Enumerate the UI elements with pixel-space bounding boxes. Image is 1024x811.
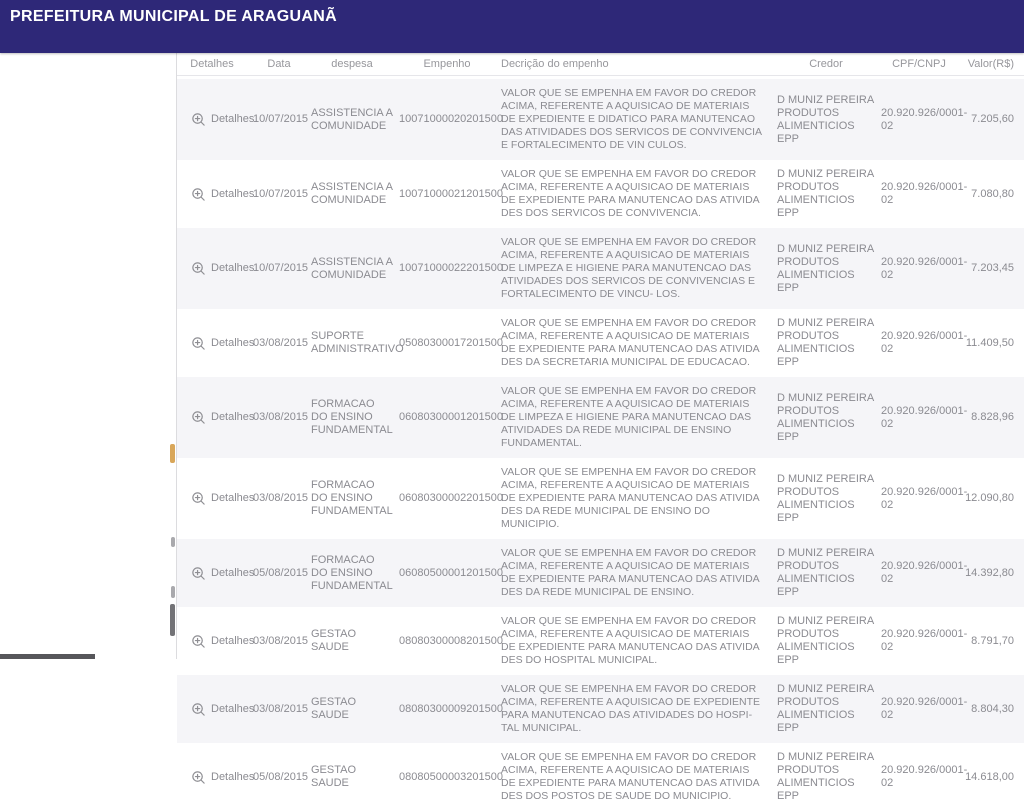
zoom-in-icon <box>191 702 206 717</box>
column-header-data: Data <box>267 58 291 70</box>
cell-cpf-cnpj: 20.920.926/0001-02 <box>881 106 968 132</box>
cell-empenho: 10071000021201500 <box>399 187 504 200</box>
cell-detalhes <box>177 253 253 284</box>
cell-valor: 7.205,60 <box>971 113 1014 125</box>
column-header-valor: Valor(R$) <box>967 58 1014 70</box>
cell-date: 03/08/2015 <box>253 411 309 423</box>
column-header-despesa: despesa <box>331 58 373 70</box>
detalhes-link[interactable]: Detalhes <box>211 336 255 349</box>
cell-cpf-cnpj: 20.920.926/0001-02 <box>881 628 968 653</box>
cell-date: 03/08/2015 <box>253 702 309 715</box>
empenhos-table <box>177 53 1024 802</box>
column-header-empenho: Empenho <box>423 58 471 70</box>
table-row <box>177 607 1024 675</box>
cell-valor: 8.791,70 <box>971 634 1014 647</box>
cell-empenho: 08080300008201500 <box>399 634 504 647</box>
zoom-in-icon <box>191 261 206 276</box>
table-row <box>177 160 1024 228</box>
cell-valor: 8.828,96 <box>971 411 1014 423</box>
cell-detalhes <box>177 104 253 135</box>
detalhes-link[interactable]: Detalhes <box>211 566 255 579</box>
scrollbar-tick <box>171 586 175 598</box>
bottom-edge-artifact <box>0 654 95 659</box>
cell-descricao: VALOR QUE SE EMPENHA EM FAVOR DO CREDOR ACIMA, REFERENTE A AQUISICAO DE MATERIAIS DE EXPEDIENTE PARA MANUTENCAO DAS ATIVIDA DES DOS SERVICOS DE CONVIVENCIA. <box>501 168 760 219</box>
cell-despesa: GESTAO SAUDE <box>311 696 357 721</box>
zoom-in-icon <box>191 491 206 506</box>
cell-date: 05/08/2015 <box>253 566 309 579</box>
table-row <box>177 675 1024 743</box>
cell-cpf-cnpj: 20.920.926/0001-02 <box>881 255 968 281</box>
cell-date: 03/08/2015 <box>253 336 309 349</box>
cell-credor: D MUNIZ PEREIRA PRODUTOS ALIMENTICIOS EPP <box>777 317 874 368</box>
cell-detalhes <box>177 179 253 210</box>
cell-descricao: VALOR QUE SE EMPENHA EM FAVOR DO CREDOR ACIMA, REFERENTE A AQUISICAO DE MATERIAIS DE EXPEDIENTE PARA MANUTENCAO DAS ATIVIDA DES DA REDE MUNICIPAL DE ENSINO DO MUNICIPIO. <box>501 466 760 530</box>
cell-credor: D MUNIZ PEREIRA PRODUTOS ALIMENTICIOS EPP <box>777 391 874 443</box>
cell-valor: 14.392,80 <box>965 566 1014 579</box>
cell-descricao: VALOR QUE SE EMPENHA EM FAVOR DO CREDOR ACIMA, REFERENTE A AQUISICAO DE MATERIAIS DE EXPEDIENTE PARA MANUTENCAO DAS ATIVIDA DES DA REDE MUNICIPAL DE ENSINO. <box>501 547 760 598</box>
cell-credor: D MUNIZ PEREIRA PRODUTOS ALIMENTICIOS EPP <box>777 615 874 666</box>
column-header-detalhes: Detalhes <box>190 58 234 70</box>
scrollbar-tick <box>170 604 175 636</box>
cell-descricao: VALOR QUE SE EMPENHA EM FAVOR DO CREDOR ACIMA, REFERENTE A AQUISICAO DE EXPEDIENTE PARA MANUTENCAO DAS ATIVIDADES DO HOSPI- TAL MUNICIPAL. <box>501 683 761 734</box>
cell-cpf-cnpj: 20.920.926/0001-02 <box>881 181 968 206</box>
cell-despesa: SUPORTE ADMINISTRATIVO <box>311 330 404 355</box>
cell-empenho: 08080300009201500 <box>399 702 504 715</box>
cell-valor: 7.080,80 <box>971 187 1014 200</box>
zoom-in-icon <box>191 187 206 202</box>
cell-detalhes <box>177 694 253 725</box>
table-row <box>177 458 1024 539</box>
cell-despesa: FORMACAO DO ENSINO FUNDAMENTAL <box>311 553 393 592</box>
cell-date: 03/08/2015 <box>253 634 309 647</box>
cell-valor: 11.409,50 <box>965 336 1014 349</box>
cell-cpf-cnpj: 20.920.926/0001-02 <box>881 560 968 585</box>
table-body <box>177 76 1024 811</box>
left-panel <box>0 53 176 659</box>
cell-credor: D MUNIZ PEREIRA PRODUTOS ALIMENTICIOS EPP <box>777 683 874 734</box>
cell-despesa: FORMACAO DO ENSINO FUNDAMENTAL <box>311 479 393 517</box>
table-header <box>177 53 1024 76</box>
cell-empenho: 05080300017201500 <box>399 336 504 349</box>
cell-detalhes <box>177 328 253 359</box>
cell-cpf-cnpj: 20.920.926/0001-02 <box>881 330 968 355</box>
table-row <box>177 539 1024 607</box>
zoom-in-icon <box>191 410 206 425</box>
cell-date: 10/07/2015 <box>253 187 309 200</box>
column-header-cpf-cnpj: CPF/CNPJ <box>892 58 946 70</box>
detalhes-link[interactable]: Detalhes <box>211 770 255 783</box>
cell-credor: D MUNIZ PEREIRA PRODUTOS ALIMENTICIOS EPP <box>777 472 874 524</box>
cell-date: 10/07/2015 <box>253 262 309 274</box>
zoom-in-icon <box>191 336 206 351</box>
table-row <box>177 377 1024 458</box>
detalhes-link[interactable]: Detalhes <box>211 262 255 274</box>
cell-descricao: VALOR QUE SE EMPENHA EM FAVOR DO CREDOR ACIMA, REFERENTE A AQUISICAO DE MATERIAIS DE EXPEDIENTE PARA MANUTENCAO DAS ATIVIDA DES DO HOSPITAL MUNICIPAL. <box>501 615 760 666</box>
cell-detalhes <box>177 762 253 793</box>
cell-cpf-cnpj: 20.920.926/0001-02 <box>881 764 968 789</box>
cell-cpf-cnpj: 20.920.926/0001-02 <box>881 404 968 430</box>
table-row <box>177 228 1024 309</box>
detalhes-link[interactable]: Detalhes <box>211 702 255 715</box>
cell-date: 05/08/2015 <box>253 770 309 783</box>
detalhes-link[interactable]: Detalhes <box>211 492 255 504</box>
cell-detalhes <box>177 626 253 657</box>
scrollbar-tick <box>171 537 175 547</box>
cell-descricao: VALOR QUE SE EMPENHA EM FAVOR DO CREDOR ACIMA, REFERENTE A AQUISICAO DE MATERIAIS DE EXPEDIENTE PARA MANUTENCAO DAS ATIVIDA DES DOS POSTOS DE SAUDE DO MUNICIPIO. <box>501 751 760 802</box>
column-header-descricao: Decrição do empenho <box>501 58 609 70</box>
cell-credor: D MUNIZ PEREIRA PRODUTOS ALIMENTICIOS EPP <box>777 93 874 145</box>
page-title: PREFEITURA MUNICIPAL DE ARAGUANÃ <box>10 8 337 25</box>
detalhes-link[interactable]: Detalhes <box>211 187 255 200</box>
cell-credor: D MUNIZ PEREIRA PRODUTOS ALIMENTICIOS EPP <box>777 751 874 802</box>
cell-despesa: ASSISTENCIA A COMUNIDADE <box>311 106 393 132</box>
zoom-in-icon <box>191 566 206 581</box>
cell-valor: 7.203,45 <box>971 262 1014 274</box>
cell-despesa: ASSISTENCIA A COMUNIDADE <box>311 181 393 206</box>
cell-valor: 8.804,30 <box>971 702 1014 715</box>
cell-cpf-cnpj: 20.920.926/0001-02 <box>881 485 968 511</box>
cell-detalhes <box>177 558 253 589</box>
cell-valor: 14.618,00 <box>965 770 1014 783</box>
table-row <box>177 79 1024 160</box>
cell-empenho: 08080500003201500 <box>399 770 504 783</box>
cell-credor: D MUNIZ PEREIRA PRODUTOS ALIMENTICIOS EPP <box>777 242 874 294</box>
cell-detalhes <box>177 402 253 433</box>
cell-empenho: 10071000020201500 <box>399 113 504 125</box>
app-header <box>0 0 1024 53</box>
cell-descricao: VALOR QUE SE EMPENHA EM FAVOR DO CREDOR ACIMA, REFERENTE A AQUISICAO DE MATERIAIS DE LIMPEZA E HIGIENE PARA MANUTENCAO DAS ATIVIDADES DOS SERVICOS DE CONVIVENCIAS E FORTALECIMENTO DE VINCU- LOS. <box>501 236 757 300</box>
cell-empenho: 10071000022201500 <box>399 262 504 274</box>
cell-date: 03/08/2015 <box>253 492 309 504</box>
table-row <box>177 743 1024 811</box>
cell-valor: 12.090,80 <box>965 492 1014 504</box>
column-header-credor: Credor <box>809 58 843 70</box>
cell-cpf-cnpj: 20.920.926/0001-02 <box>881 696 968 721</box>
cell-empenho: 06080500001201500 <box>399 566 504 579</box>
detalhes-link[interactable]: Detalhes <box>211 113 255 125</box>
cell-despesa: GESTAO SAUDE <box>311 764 357 789</box>
zoom-in-icon <box>191 112 206 127</box>
zoom-in-icon <box>191 770 206 785</box>
detalhes-link[interactable]: Detalhes <box>211 411 255 423</box>
table-row <box>177 309 1024 377</box>
cell-detalhes <box>177 483 253 514</box>
cell-descricao: VALOR QUE SE EMPENHA EM FAVOR DO CREDOR ACIMA, REFERENTE A AQUISICAO DE MATERIAIS DE EXPEDIENTE PARA MANUTENCAO DAS ATIVIDA DES DA SECRETARIA MUNICIPAL DE EDUCACAO. <box>501 317 760 368</box>
cell-despesa: FORMACAO DO ENSINO FUNDAMENTAL <box>311 398 393 436</box>
cell-empenho: 06080300001201500 <box>399 411 504 423</box>
cell-credor: D MUNIZ PEREIRA PRODUTOS ALIMENTICIOS EPP <box>777 168 874 219</box>
cell-date: 10/07/2015 <box>253 113 309 125</box>
cell-despesa: GESTAO SAUDE <box>311 628 357 653</box>
scrollbar-thumb[interactable] <box>170 444 175 463</box>
zoom-in-icon <box>191 634 206 649</box>
cell-descricao: VALOR QUE SE EMPENHA EM FAVOR DO CREDOR ACIMA, REFERENTE A AQUISICAO DE MATERIAIS DE LIMPEZA E HIGIENE PARA MANUTENCAO DAS ATIVIDADES DA REDE MUNICIPAL DE ENSINO FUNDAMENTAL. <box>501 385 757 449</box>
cell-empenho: 06080300002201500 <box>399 492 504 504</box>
cell-despesa: ASSISTENCIA A COMUNIDADE <box>311 255 393 281</box>
cell-credor: D MUNIZ PEREIRA PRODUTOS ALIMENTICIOS EPP <box>777 547 874 598</box>
detalhes-link[interactable]: Detalhes <box>211 634 255 647</box>
cell-descricao: VALOR QUE SE EMPENHA EM FAVOR DO CREDOR ACIMA, REFERENTE A AQUISICAO DE MATERIAIS DE EXPEDIENTE E DIDATICO PARA MANUTENCAO DAS ATIVIDADES DOS SERVICOS DE CONVIVENCIA E FORTALECIMENTO DE VIN CULOS. <box>501 87 762 151</box>
